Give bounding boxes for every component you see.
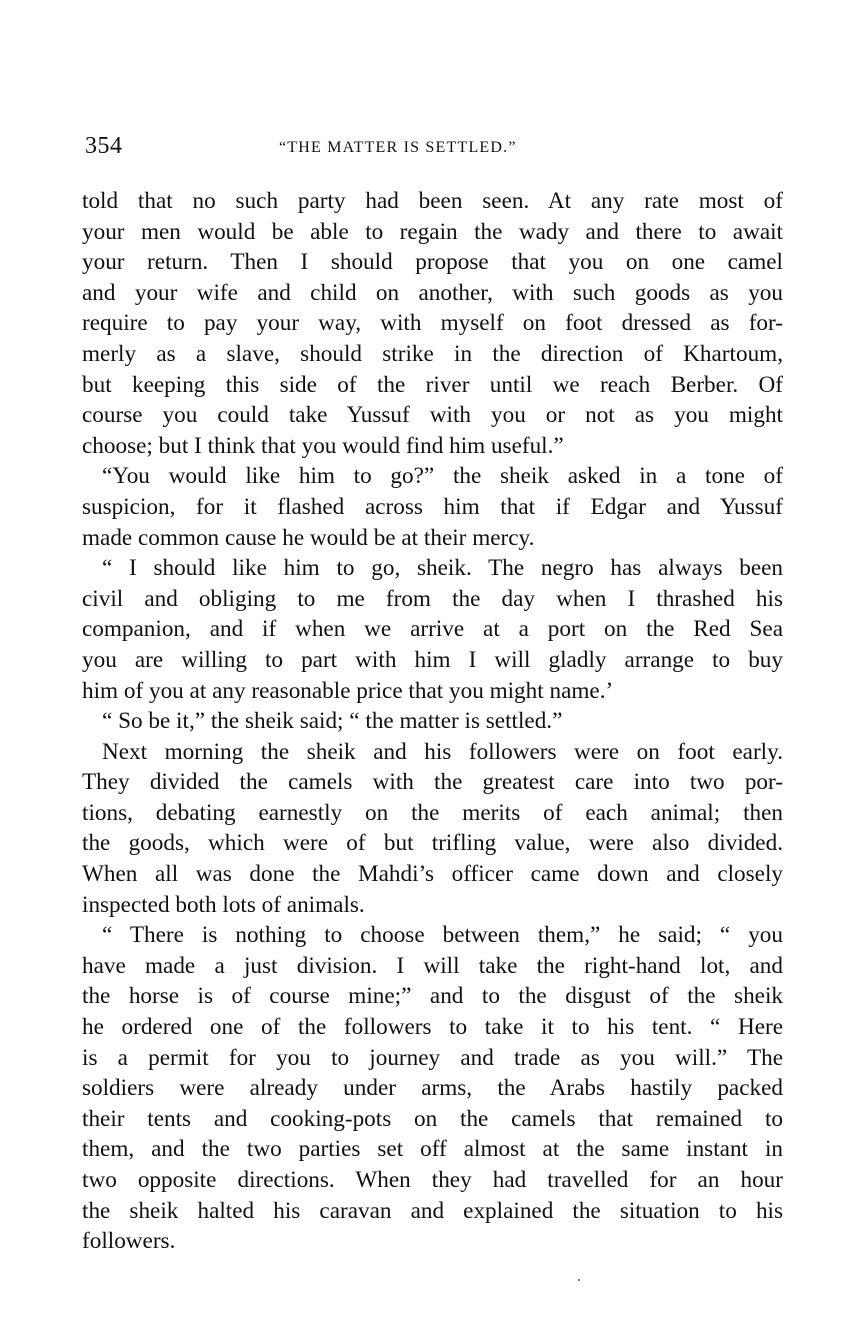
ink-speck bbox=[578, 1279, 580, 1281]
text-line: the goods, which were of but trifling value, were also divided. bbox=[82, 830, 783, 857]
text-line: is a permit for you to journey and trade as you will.” The bbox=[82, 1044, 783, 1071]
text-line: When all was done the Mahdi’s officer came down and closely bbox=[82, 861, 783, 888]
text-line: them, and the two parties set off almost at the same instant in bbox=[82, 1136, 783, 1163]
text-line: require to pay your way, with myself on foot dressed as for- bbox=[82, 310, 783, 337]
text-line: Next morning the sheik and his followers were on foot early. bbox=[102, 738, 783, 765]
text-line: followers. bbox=[82, 1228, 176, 1255]
text-line: soldiers were already under arms, the Arabs hastily packed bbox=[82, 1075, 783, 1102]
text-line: you are willing to part with him I will gladly arrange to buy bbox=[82, 646, 783, 673]
text-line: your return. Then I should propose that you on one camel bbox=[82, 249, 783, 276]
text-line: he ordered one of the followers to take it to his tent. “ Here bbox=[82, 1014, 783, 1041]
text-line: have made a just division. I will take the right-hand lot, and bbox=[82, 952, 783, 979]
text-line: course you could take Yussuf with you or not as you might bbox=[82, 402, 783, 429]
text-line: tions, debating earnestly on the merits of each animal; then bbox=[82, 799, 783, 826]
text-line: suspicion, for it flashed across him that if Edgar and Yussuf bbox=[82, 493, 783, 520]
text-line: merly as a slave, should strike in the direction of Khartoum, bbox=[82, 340, 783, 367]
text-line: “ I should like him to go, sheik. The negro has always been bbox=[102, 555, 783, 582]
text-line: their tents and cooking-pots on the camels that remained to bbox=[82, 1105, 783, 1132]
text-line: the horse is of course mine;” and to the disgust of the sheik bbox=[82, 983, 783, 1010]
text-line: inspected both lots of animals. bbox=[82, 891, 365, 918]
text-line: “You would like him to go?” the sheik asked in a tone of bbox=[102, 463, 783, 490]
text-line: two opposite directions. When they had travelled for an hour bbox=[82, 1167, 783, 1193]
text-line: “ There is nothing to choose between them,” he said; “ you bbox=[102, 922, 783, 949]
text-line: him of you at any reasonable price that you might name.’ bbox=[82, 677, 614, 704]
text-line: They divided the camels with the greatest care into two por- bbox=[82, 769, 783, 796]
body-text bbox=[82, 186, 783, 1257]
page-header bbox=[85, 133, 785, 173]
text-line: made common cause he would be at their mercy. bbox=[82, 524, 535, 551]
text-line: and your wife and child on another, with such goods as you bbox=[82, 279, 783, 306]
text-line: choose; but I think that you would find him useful.” bbox=[82, 432, 564, 459]
running-head: “THE MATTER IS SETTLED.” bbox=[279, 139, 517, 156]
text-line: your men would be able to regain the wady and there to await bbox=[82, 218, 783, 245]
text-line: the sheik halted his caravan and explained the situation to his bbox=[82, 1197, 783, 1224]
text-line: civil and obliging to me from the day when I thrashed his bbox=[82, 585, 783, 612]
text-line: companion, and if when we arrive at a port on the Red Sea bbox=[82, 616, 783, 643]
text-line: told that no such party had been seen. At any rate most of bbox=[82, 188, 783, 214]
text-line: but keeping this side of the river until we reach Berber. Of bbox=[82, 371, 783, 398]
text-line: “ So be it,” the sheik said; “ the matter is settled.” bbox=[102, 708, 563, 735]
page-number: 354 bbox=[85, 133, 123, 159]
